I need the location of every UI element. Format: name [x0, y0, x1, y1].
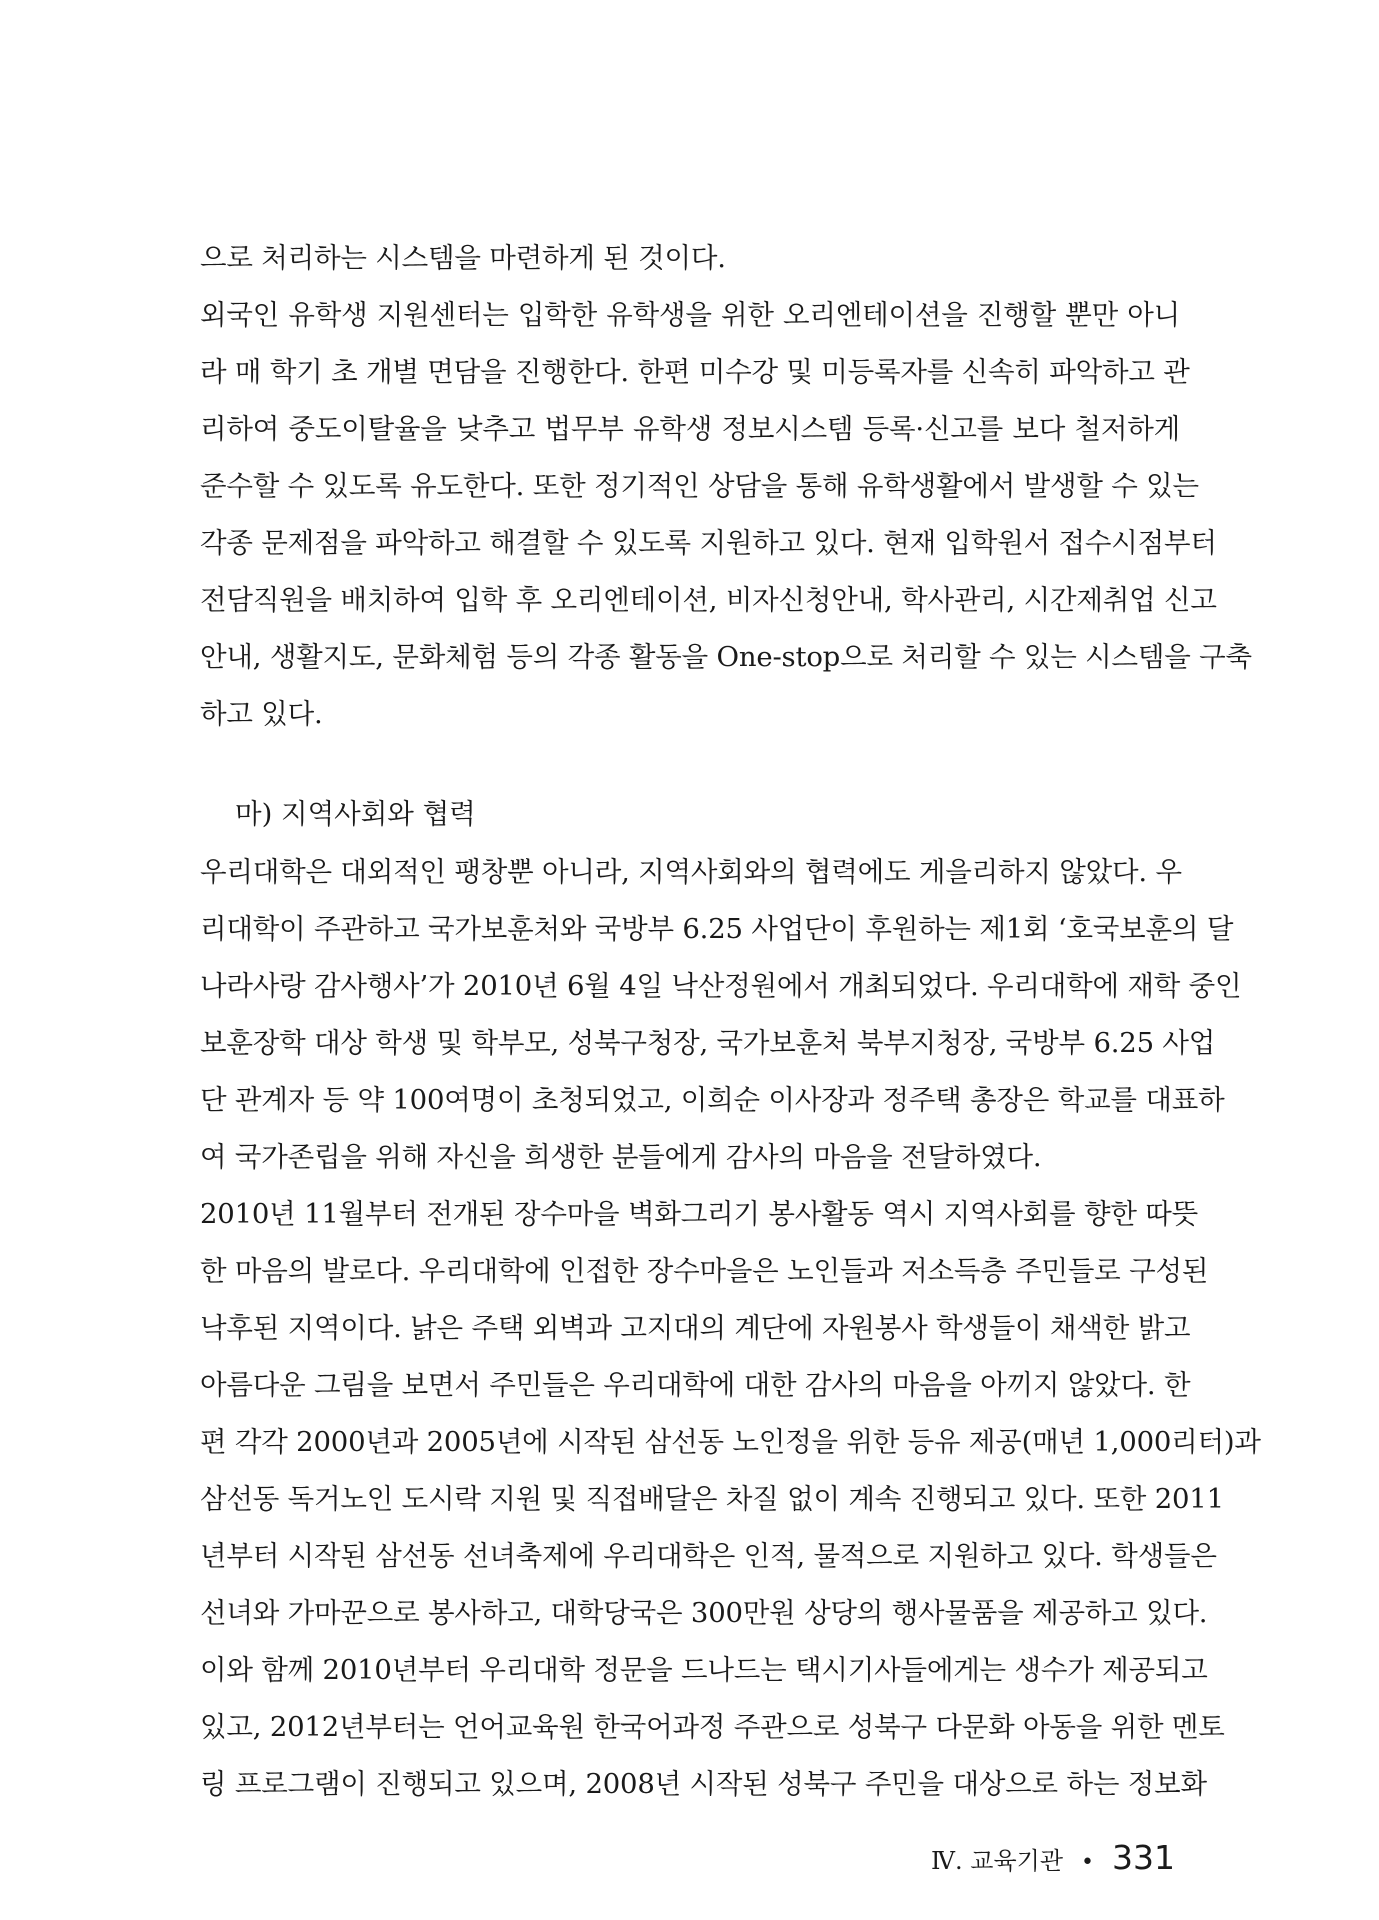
section-heading: 마) 지역사회와 협력: [235, 798, 476, 830]
body-line: 편 각각 2000년과 2005년에 시작된 삼선동 노인정을 위한 등유 제공(매년 1,000리터)과: [200, 1426, 1261, 1458]
body-line: 리하여 중도이탈율을 낮추고 법무부 유학생 정보시스템 등록·신고를 보다 철저하게: [200, 413, 1180, 445]
body-line: 년부터 시작된 삼선동 선녀축제에 우리대학은 인적, 물적으로 지원하고 있다. 학생들은: [200, 1540, 1217, 1572]
body-line: 우리대학은 대외적인 팽창뿐 아니라, 지역사회와의 협력에도 게을리하지 않았다. 우: [200, 856, 1182, 888]
body-line: 안내, 생활지도, 문화체험 등의 각종 활동을 One-stop으로 처리할 수 있는 시스템을 구축: [200, 641, 1252, 673]
chapter-label: Ⅳ. 교육기관: [931, 1847, 1064, 1875]
body-line: 단 관계자 등 약 100여명이 초청되었고, 이희순 이사장과 정주택 총장은 학교를 대표하: [200, 1084, 1225, 1116]
body-line: 각종 문제점을 파악하고 해결할 수 있도록 지원하고 있다. 현재 입학원서 접수시점부터: [200, 527, 1217, 559]
body-line: 리대학이 주관하고 국가보훈처와 국방부 6.25 사업단이 후원하는 제1회 ‘호국보훈의 달: [200, 913, 1234, 945]
body-line: 2010년 11월부터 전개된 장수마을 벽화그리기 봉사활동 역시 지역사회를 향한 따뜻: [200, 1198, 1198, 1230]
body-line: 하고 있다.: [200, 698, 323, 730]
body-line: 준수할 수 있도록 유도한다. 또한 정기적인 상담을 통해 유학생활에서 발생할 수 있는: [200, 470, 1199, 502]
page-number: 331: [1112, 1838, 1175, 1877]
body-line: 보훈장학 대상 학생 및 학부모, 성북구청장, 국가보훈처 북부지청장, 국방부 6.25 사업: [200, 1027, 1216, 1059]
body-line: 있고, 2012년부터는 언어교육원 한국어과정 주관으로 성북구 다문화 아동을 위한 멘토: [200, 1711, 1225, 1743]
body-line: 한 마음의 발로다. 우리대학에 인접한 장수마을은 노인들과 저소득층 주민들로 구성된: [200, 1255, 1209, 1287]
bullet-icon: •: [1081, 1850, 1094, 1875]
page-footer: [931, 1838, 1175, 1877]
body-line: 라 매 학기 초 개별 면담을 진행한다. 한편 미수강 및 미등록자를 신속히 파악하고 관: [200, 356, 1190, 388]
body-line: 이와 함께 2010년부터 우리대학 정문을 드나드는 택시기사들에게는 생수가 제공되고: [200, 1654, 1208, 1686]
body-line: 아름다운 그림을 보면서 주민들은 우리대학에 대한 감사의 마음을 아끼지 않았다. 한: [200, 1369, 1191, 1401]
body-line: 외국인 유학생 지원센터는 입학한 유학생을 위한 오리엔테이션을 진행할 뿐만 아니: [200, 299, 1180, 331]
body-line: 낙후된 지역이다. 낡은 주택 외벽과 고지대의 계단에 자원봉사 학생들이 채색한 밝고: [200, 1312, 1191, 1344]
body-line: 삼선동 독거노인 도시락 지원 및 직접배달은 차질 없이 계속 진행되고 있다. 또한 2011: [200, 1483, 1224, 1515]
body-line: 여 국가존립을 위해 자신을 희생한 분들에게 감사의 마음을 전달하였다.: [200, 1141, 1042, 1173]
body-line: 으로 처리하는 시스템을 마련하게 된 것이다.: [200, 242, 726, 274]
body-line: 나라사랑 감사행사’가 2010년 6월 4일 낙산정원에서 개최되었다. 우리대학에 재학 중인: [200, 970, 1242, 1002]
body-line: 전담직원을 배치하여 입학 후 오리엔테이션, 비자신청안내, 학사관리, 시간제취업 신고: [200, 584, 1217, 616]
body-line: 링 프로그램이 진행되고 있으며, 2008년 시작된 성북구 주민을 대상으로 하는 정보화: [200, 1768, 1207, 1800]
body-line: 선녀와 가마꾼으로 봉사하고, 대학당국은 300만원 상당의 행사물품을 제공하고 있다.: [200, 1597, 1208, 1629]
